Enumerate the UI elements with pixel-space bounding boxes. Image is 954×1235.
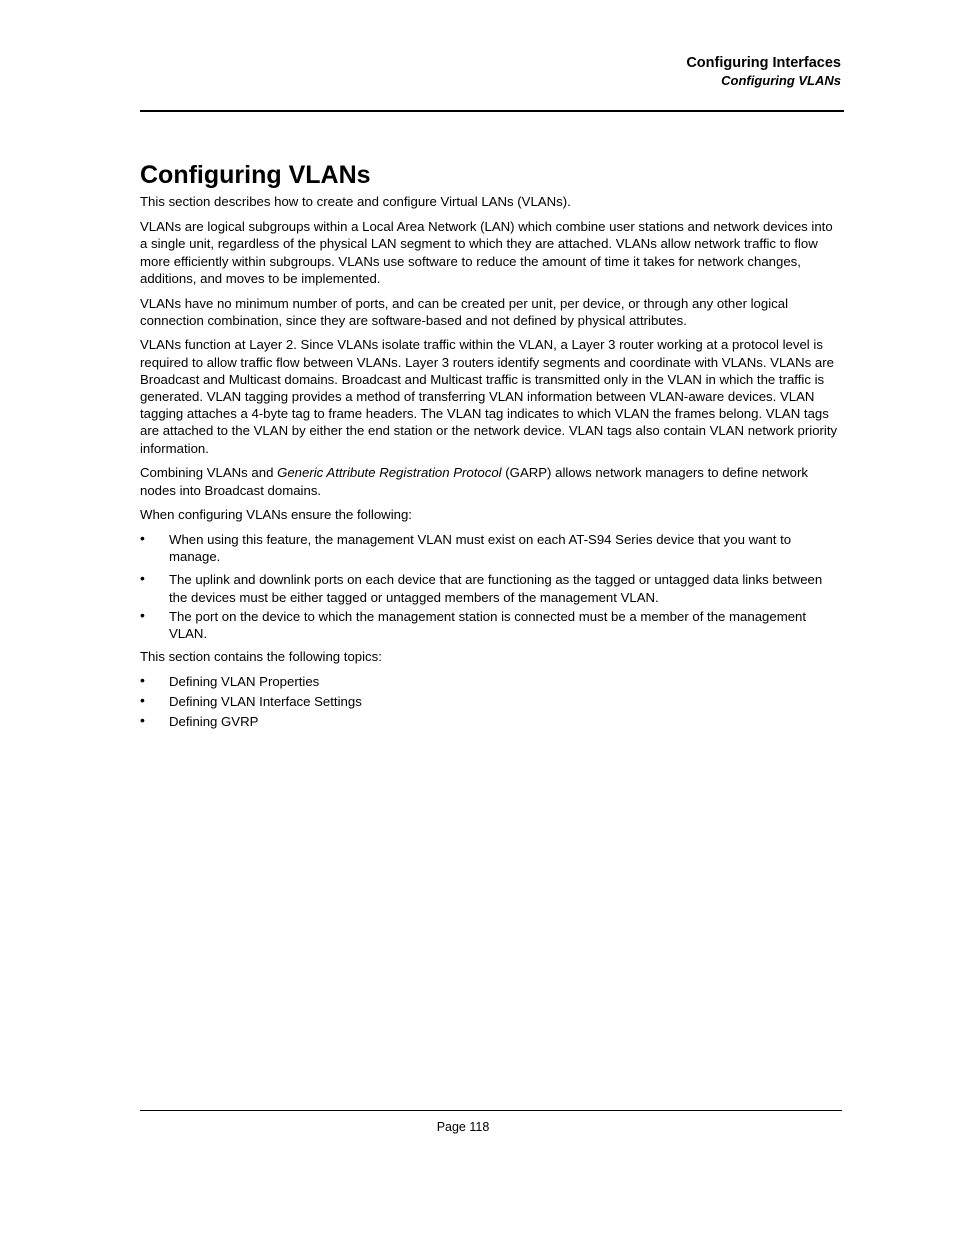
topic-defining-vlan-interface-settings[interactable] [140, 693, 842, 710]
topics-intro: This section contains the following topics: [140, 649, 382, 665]
bullet-icon: • [140, 606, 145, 623]
topic-defining-gvrp[interactable] [140, 713, 842, 730]
running-header [686, 55, 841, 89]
intro-paragraph: This section describes how to create and configure Virtual LANs (VLANs). [140, 194, 571, 209]
garp-text-after: (GARP) allows network managers to define network nodes into Broadcast domains. [140, 465, 808, 498]
header-rule [140, 110, 844, 112]
list-item [140, 571, 842, 605]
topic-label: Defining VLAN Properties [169, 673, 320, 689]
page-body [140, 160, 842, 736]
garp-paragraph [140, 464, 842, 498]
list-item [140, 608, 842, 642]
bullet-icon: • [140, 529, 145, 546]
topic-label: Defining GVRP [169, 714, 259, 730]
topic-label: Defining VLAN Interface Settings [169, 694, 362, 710]
bullet-icon: • [140, 692, 145, 709]
chapter-title: Configuring Interfaces [686, 55, 841, 71]
page-number: Page 118 [436, 1120, 490, 1134]
list-item-text: The uplink and downlink ports on each device that are functioning as the tagged or untagged data links between the devices must be either tagged or untagged members of the management VLAN. [169, 572, 823, 605]
footer-rule [140, 1110, 842, 1111]
garp-term: Generic Attribute Registration Protocol [277, 465, 502, 481]
vlan-definition-paragraph: VLANs are logical subgroups within a Local Area Network (LAN) which combine user stations and network devices into a single unit, regardless of the physical LAN segment to which they are attached. VLANs allow network traffic to flow more efficiently within subgroups. VLANs use software to reduce the amount of time it takes for network changes, additions, and moves to be implemented. [140, 219, 833, 286]
list-item-text: The port on the device to which the management station is connected must be a member of the management VLAN. [169, 608, 807, 641]
vlan-layer2-paragraph: VLANs function at Layer 2. Since VLANs isolate traffic within the VLAN, a Layer 3 router working at a protocol level is required to allow traffic flow between VLANs. Layer 3 routers identify segments and coordinate with VLANs. VLANs are Broadcast and Multicast domains. Broadcast and Multicast traffic is transmitted only in the VLAN in which the traffic is generated. VLAN tagging provides a method of transferring VLAN information between VLAN-aware devices. VLAN tagging attaches a 4-byte tag to frame headers. The VLAN tag indicates to which VLAN the frames belong. VLAN tags are attached to the VLAN by either the end station or the network device. VLAN tags also contain VLAN network priority information. [140, 337, 838, 456]
requirements-intro: When configuring VLANs ensure the following: [140, 507, 412, 523]
list-item-text: When using this feature, the management VLAN must exist on each AT-S94 Series device that you want to manage. [169, 531, 792, 565]
list-item [140, 531, 842, 565]
page-title: Configuring VLANs [140, 161, 371, 189]
topics-list [140, 673, 842, 731]
garp-text-before: Combining VLANs and [140, 465, 278, 481]
section-title: Configuring VLANs [721, 73, 841, 88]
bullet-icon: • [140, 671, 145, 688]
requirements-list [140, 531, 842, 642]
bullet-icon: • [140, 712, 145, 729]
vlan-ports-paragraph: VLANs have no minimum number of ports, and can be created per unit, per device, or through any other logical connection combination, since they are software-based and not defined by physical attributes. [140, 295, 789, 328]
topic-defining-vlan-properties[interactable] [140, 673, 842, 690]
bullet-icon: • [140, 570, 145, 587]
